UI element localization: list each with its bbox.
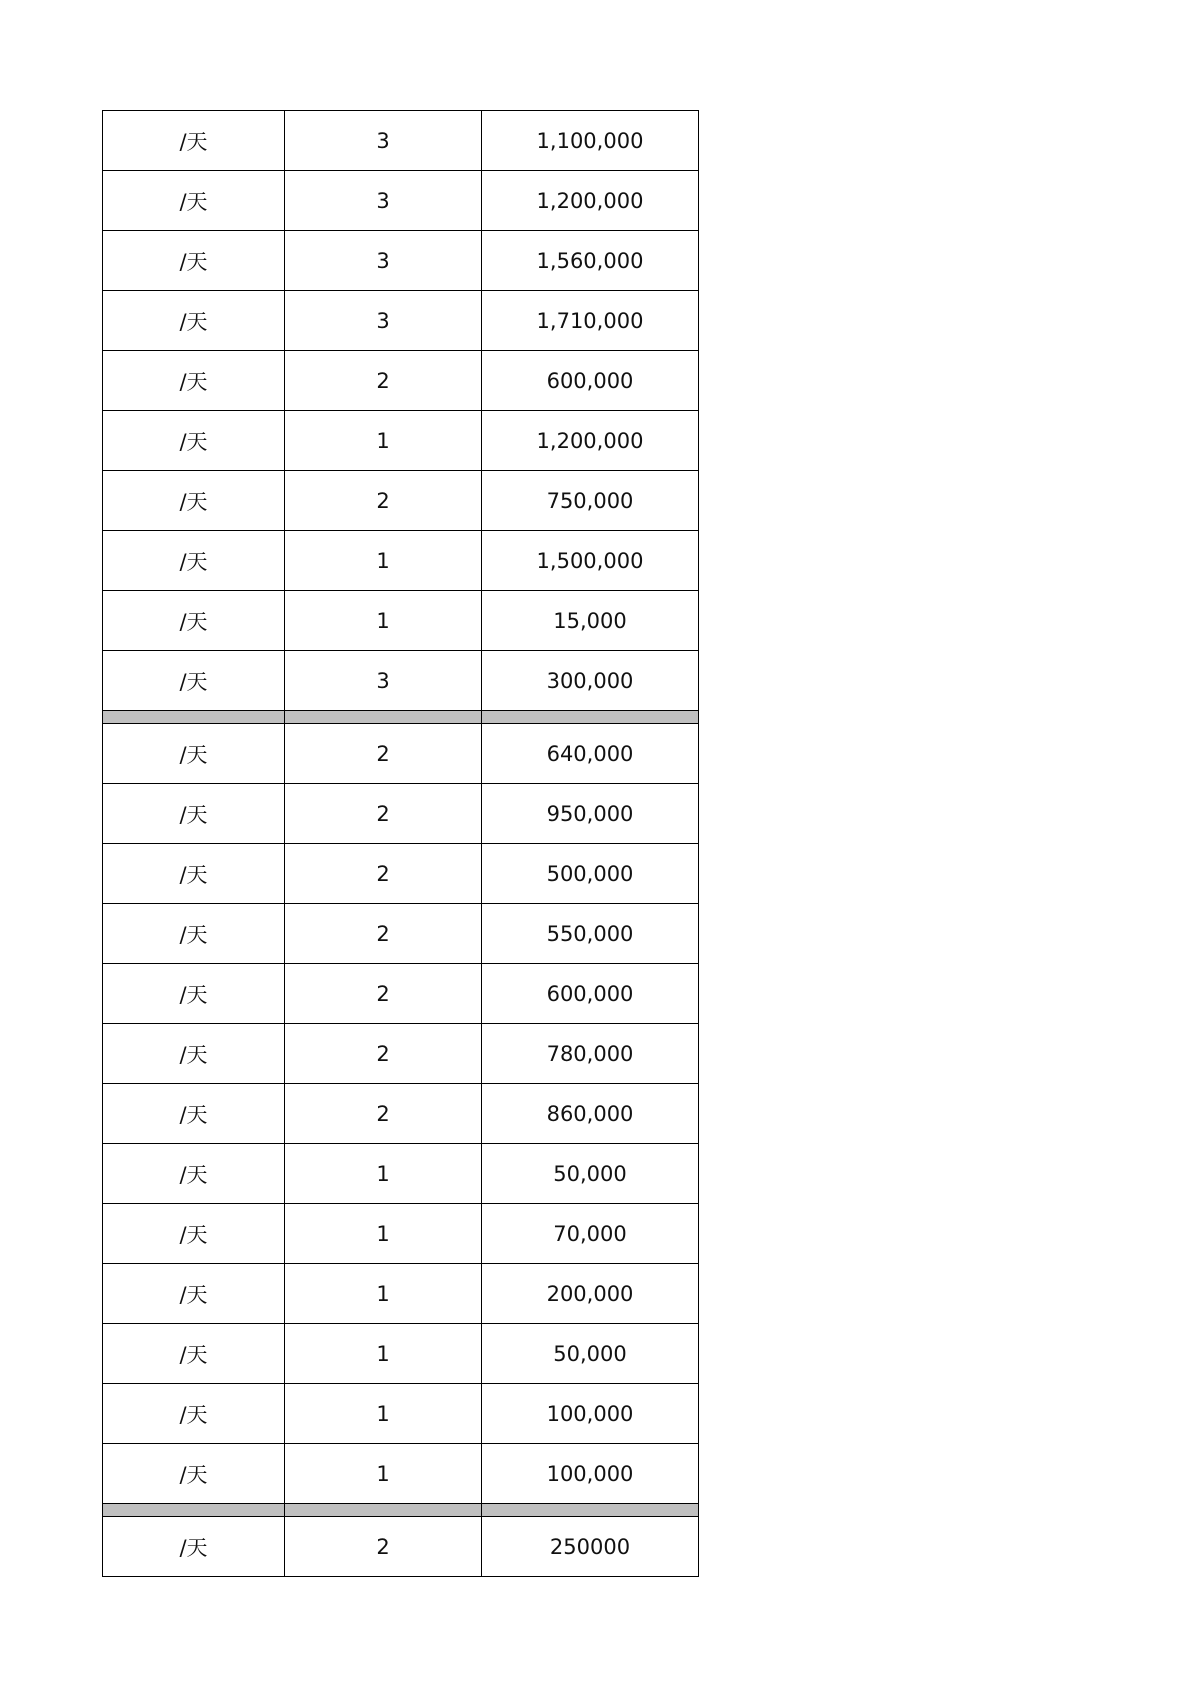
quantity-cell: 1 (285, 1204, 482, 1264)
table-row (103, 291, 699, 351)
unit-cell: /天 (103, 351, 285, 411)
amount-cell: 200,000 (482, 1264, 699, 1324)
unit-cell: /天 (103, 171, 285, 231)
amount-cell: 250000 (482, 1517, 699, 1577)
table-row (103, 411, 699, 471)
table-row (103, 964, 699, 1024)
table-row (103, 844, 699, 904)
amount-cell: 1,560,000 (482, 231, 699, 291)
amount-cell: 640,000 (482, 724, 699, 784)
amount-cell: 100,000 (482, 1384, 699, 1444)
table-row (103, 351, 699, 411)
unit-cell: /天 (103, 1084, 285, 1144)
table-row (103, 171, 699, 231)
table-row (103, 1384, 699, 1444)
table-row (103, 591, 699, 651)
table-row (103, 1324, 699, 1384)
table-row (103, 1517, 699, 1577)
quantity-cell: 1 (285, 531, 482, 591)
table-row (103, 904, 699, 964)
unit-cell: /天 (103, 1264, 285, 1324)
quantity-cell: 3 (285, 111, 482, 171)
quantity-cell: 3 (285, 651, 482, 711)
separator-cell (285, 711, 482, 724)
quantity-cell: 2 (285, 471, 482, 531)
unit-cell: /天 (103, 964, 285, 1024)
quantity-cell: 2 (285, 844, 482, 904)
unit-cell: /天 (103, 1204, 285, 1264)
table-row (103, 471, 699, 531)
quantity-cell: 2 (285, 1024, 482, 1084)
quantity-cell: 2 (285, 904, 482, 964)
separator-cell (103, 1504, 285, 1517)
section-separator-row (103, 1504, 699, 1517)
unit-cell: /天 (103, 724, 285, 784)
unit-cell: /天 (103, 231, 285, 291)
table-row (103, 1204, 699, 1264)
separator-cell (103, 711, 285, 724)
amount-cell: 1,200,000 (482, 171, 699, 231)
separator-cell (285, 1504, 482, 1517)
table-row (103, 724, 699, 784)
amount-cell: 50,000 (482, 1324, 699, 1384)
unit-cell: /天 (103, 471, 285, 531)
quantity-cell: 2 (285, 1084, 482, 1144)
table-row (103, 1144, 699, 1204)
price-table (102, 110, 699, 1577)
unit-cell: /天 (103, 1444, 285, 1504)
quantity-cell: 1 (285, 1444, 482, 1504)
amount-cell: 500,000 (482, 844, 699, 904)
amount-cell: 950,000 (482, 784, 699, 844)
table-row (103, 1444, 699, 1504)
amount-cell: 1,200,000 (482, 411, 699, 471)
quantity-cell: 1 (285, 1264, 482, 1324)
separator-cell (482, 711, 699, 724)
amount-cell: 100,000 (482, 1444, 699, 1504)
amount-cell: 70,000 (482, 1204, 699, 1264)
unit-cell: /天 (103, 1384, 285, 1444)
unit-cell: /天 (103, 1517, 285, 1577)
amount-cell: 750,000 (482, 471, 699, 531)
quantity-cell: 2 (285, 1517, 482, 1577)
table-row (103, 1024, 699, 1084)
table-row (103, 111, 699, 171)
amount-cell: 550,000 (482, 904, 699, 964)
table-row (103, 531, 699, 591)
amount-cell: 50,000 (482, 1144, 699, 1204)
table-row (103, 1264, 699, 1324)
quantity-cell: 1 (285, 411, 482, 471)
amount-cell: 300,000 (482, 651, 699, 711)
amount-cell: 15,000 (482, 591, 699, 651)
unit-cell: /天 (103, 411, 285, 471)
unit-cell: /天 (103, 1324, 285, 1384)
price-table-body (103, 111, 699, 1577)
section-separator-row (103, 711, 699, 724)
quantity-cell: 1 (285, 1324, 482, 1384)
quantity-cell: 1 (285, 1384, 482, 1444)
quantity-cell: 3 (285, 171, 482, 231)
unit-cell: /天 (103, 111, 285, 171)
amount-cell: 860,000 (482, 1084, 699, 1144)
unit-cell: /天 (103, 291, 285, 351)
unit-cell: /天 (103, 1144, 285, 1204)
quantity-cell: 1 (285, 591, 482, 651)
amount-cell: 1,100,000 (482, 111, 699, 171)
amount-cell: 600,000 (482, 964, 699, 1024)
unit-cell: /天 (103, 1024, 285, 1084)
unit-cell: /天 (103, 904, 285, 964)
table-row (103, 1084, 699, 1144)
amount-cell: 1,500,000 (482, 531, 699, 591)
unit-cell: /天 (103, 591, 285, 651)
amount-cell: 1,710,000 (482, 291, 699, 351)
quantity-cell: 3 (285, 291, 482, 351)
unit-cell: /天 (103, 844, 285, 904)
quantity-cell: 2 (285, 964, 482, 1024)
amount-cell: 600,000 (482, 351, 699, 411)
quantity-cell: 2 (285, 351, 482, 411)
quantity-cell: 1 (285, 1144, 482, 1204)
table-row (103, 651, 699, 711)
table-row (103, 231, 699, 291)
table-row (103, 784, 699, 844)
separator-cell (482, 1504, 699, 1517)
unit-cell: /天 (103, 531, 285, 591)
amount-cell: 780,000 (482, 1024, 699, 1084)
quantity-cell: 2 (285, 724, 482, 784)
unit-cell: /天 (103, 651, 285, 711)
quantity-cell: 3 (285, 231, 482, 291)
quantity-cell: 2 (285, 784, 482, 844)
unit-cell: /天 (103, 784, 285, 844)
